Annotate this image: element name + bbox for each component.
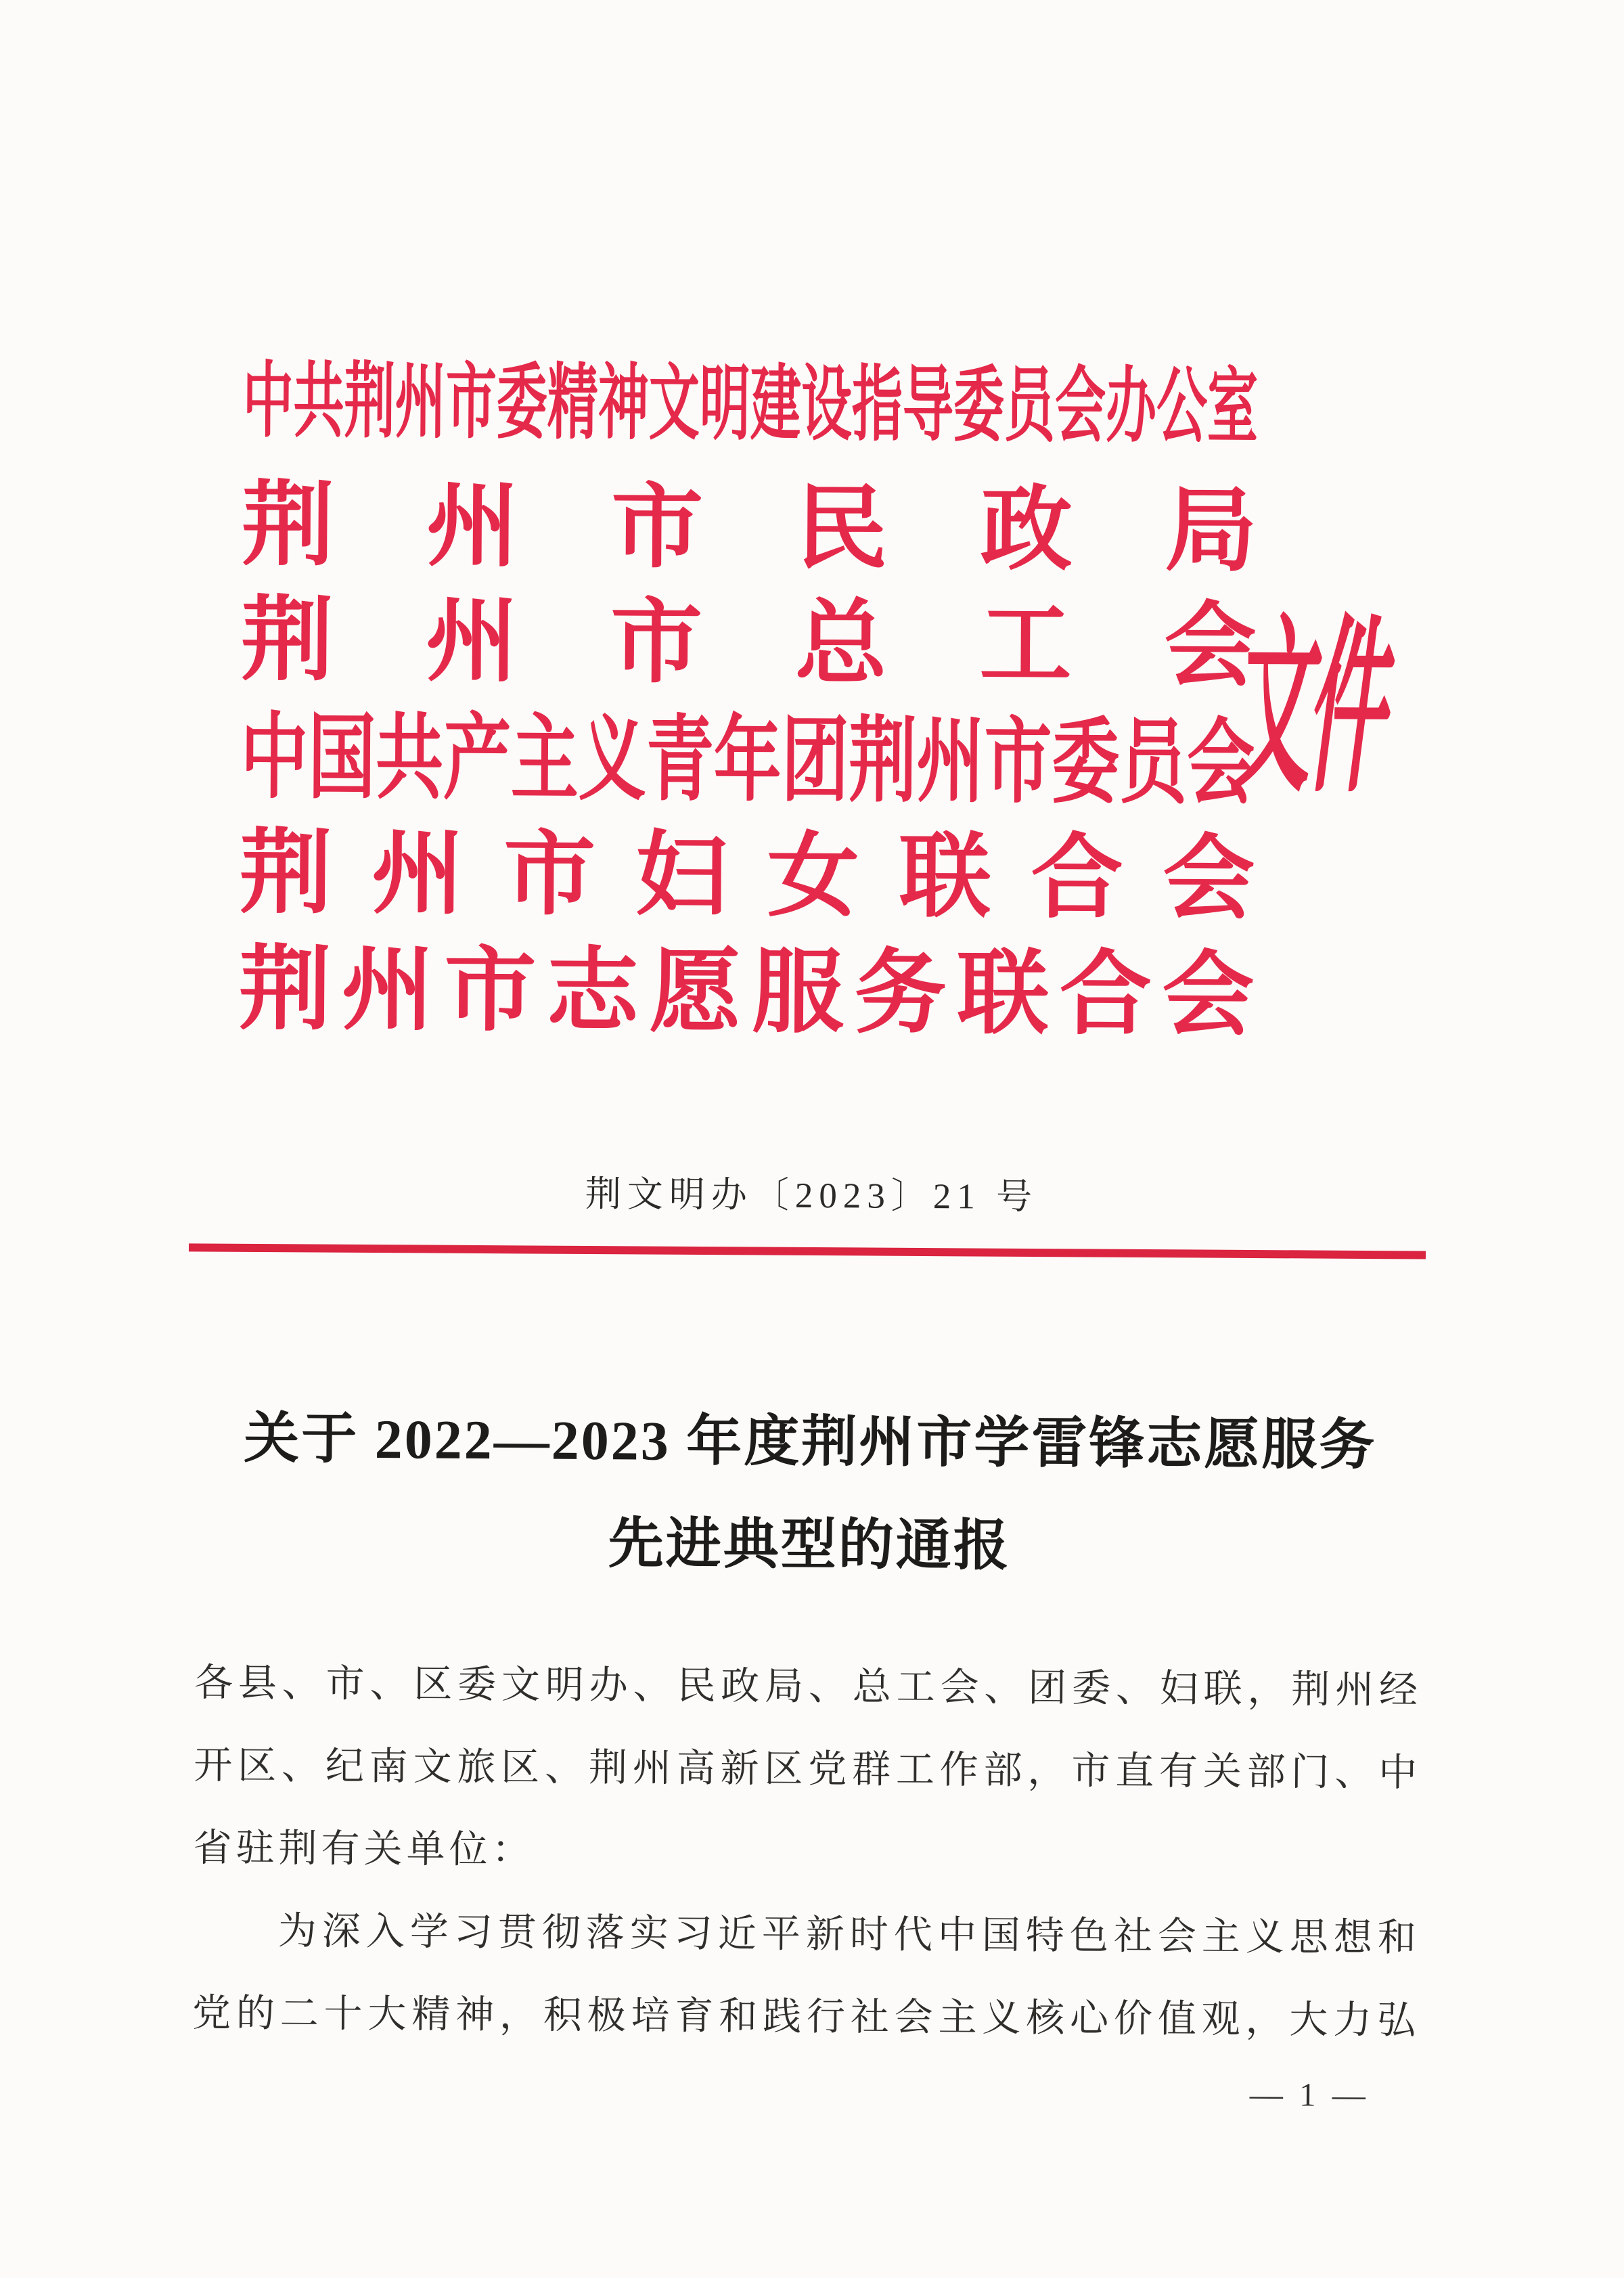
doc-title-line-2: 先进典型的通报 (608, 1513, 1012, 1577)
letterhead-org-line-1: 中共荆州市委精神文明建设指导委员会办公室 (242, 355, 1259, 454)
body-line-3: 省驻荆有关单位： (193, 1827, 535, 1872)
letterhead-org-line-5: 荆州市妇女联合会 (239, 822, 1255, 931)
letterhead-org-line-6: 荆州市志愿服务联合会 (238, 939, 1255, 1047)
doc-type-label: 文件 (1225, 606, 1401, 817)
body-line-1: 各县、市、区委文明办、民政局、总工会、团委、妇联，荆州经 (194, 1661, 1418, 1712)
body-line-2: 开区、纪南文旅区、荆州高新区党群工作部，市直有关部门、中 (194, 1744, 1418, 1795)
doc-number: 荆文明办〔2023〕21 号 (585, 1174, 1039, 1218)
body-line-5: 党的二十大精神，积极培育和践行社会主义核心价值观，大力弘 (191, 1992, 1416, 2042)
red-divider-rule (189, 1243, 1426, 1259)
letterhead-org-line-3: 荆州市总工会 (241, 589, 1257, 698)
letterhead-org-line-2: 荆州市民政局 (242, 474, 1257, 583)
letterhead-org-line-4: 中国共产主义青年团荆州市委员会 (240, 705, 1255, 816)
letterhead (238, 355, 1259, 1047)
body-line-4: 为深入学习贯彻落实习近平新时代中国特色社会主义思想和 (277, 1910, 1416, 1960)
page-number: — 1 — (1249, 2075, 1370, 2114)
doc-body (192, 1642, 1418, 2062)
doc-title-line-1: 关于 2022—2023 年度荆州市学雷锋志愿服务 (243, 1407, 1377, 1477)
